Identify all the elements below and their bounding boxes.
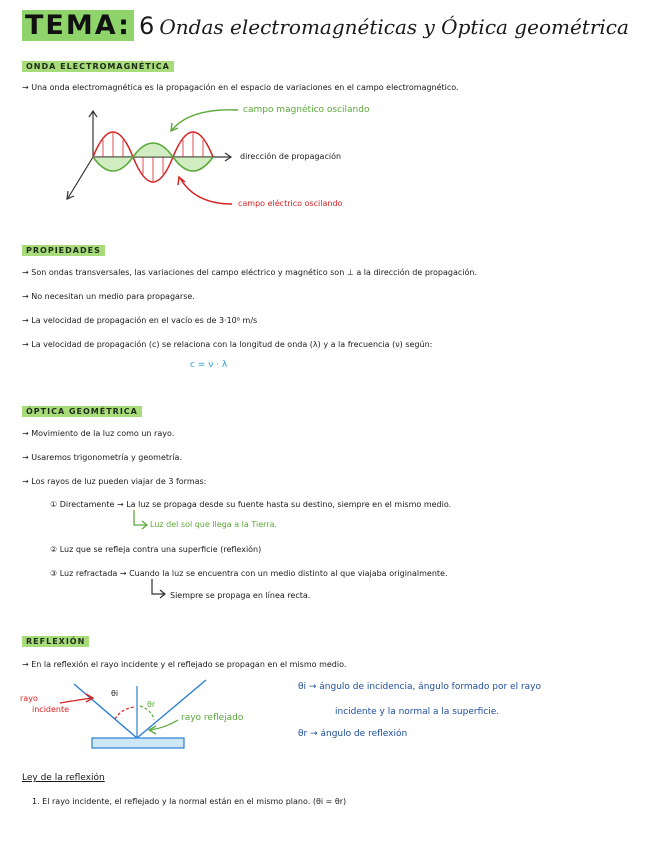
propiedad-item: → La velocidad de propagación en el vacío es de 3·10⁸ m/s <box>22 316 258 325</box>
propiedad-item: → No necesitan un medio para propagarse. <box>22 292 195 301</box>
optica-item: → Los rayos de luz pueden viajar de 3 formas: <box>22 477 207 486</box>
label-incident-1: rayo <box>20 694 38 703</box>
optica-heading: ÓPTICA GEOMÉTRICA <box>22 406 142 417</box>
label-reflected: rayo reflejado <box>181 713 244 723</box>
onda-heading: ONDA ELECTROMAGNÉTICA <box>22 61 174 72</box>
propiedad-item: → La velocidad de propagación (c) se relaciona con la longitud de onda (λ) y a la frecuencia (ν) según: <box>22 340 433 349</box>
reflected-pointer <box>150 720 178 730</box>
label-theta-r: θr <box>147 700 156 709</box>
label-electric: campo eléctrico oscilando <box>238 199 343 208</box>
theta-i-arc <box>115 707 134 719</box>
way-three: ③ Luz refractada → Cuando la luz se encuentra con un medio distinto al que viajaba originalmente. <box>50 569 448 578</box>
surface <box>92 738 184 748</box>
onda-definition: → Una onda electromagnética es la propagación en el espacio de variaciones en el campo electromagnético. <box>22 83 459 92</box>
label-incident-2: incidente <box>32 705 70 714</box>
title-tema: TEMA: <box>22 10 134 41</box>
label-magnetic: campo magnético oscilando <box>243 105 370 115</box>
theta-r-definition: θr → ángulo de reflexión <box>298 729 408 739</box>
incident-pointer <box>60 698 92 703</box>
propiedad-item: → Son ondas transversales, las variaciones del campo eléctrico y magnético son ⊥ a la dirección de propagación. <box>22 268 478 277</box>
ley-heading: Ley de la reflexión <box>22 773 105 783</box>
label-theta-i: θi <box>111 689 119 698</box>
theta-i-definition-2: incidente y la normal a la superficie. <box>335 707 500 717</box>
title-subject: Ondas electromagnéticas y Óptica geométrica <box>159 15 629 39</box>
optica-item: → Movimiento de la luz como un rayo. <box>22 429 175 438</box>
way-one: ① Directamente → La luz se propaga desde su fuente hasta su destino, siempre en el mismo medio. <box>50 500 452 509</box>
reflexion-intro: → En la reflexión el rayo incidente y el reflejado se propagan en el mismo medio. <box>22 660 347 669</box>
propiedades-heading: PROPIEDADES <box>22 245 105 256</box>
theta-i-definition-1: θi → ángulo de incidencia, ángulo formado por el rayo <box>298 682 541 692</box>
reflexion-heading: REFLEXIÓN <box>22 636 89 647</box>
incident-ray <box>74 684 137 738</box>
formula: c = ν · λ <box>190 360 228 370</box>
title-number: 6 <box>139 12 155 40</box>
optica-item: → Usaremos trigonometría y geometría. <box>22 453 182 462</box>
way-one-example: Luz del sol que llega a la Tierra. <box>150 520 278 529</box>
label-direction: dirección de propagación <box>240 152 342 161</box>
way-three-detail: Siempre se propaga en línea recta. <box>170 591 311 600</box>
way-two: ② Luz que se refleja contra una superficie (reflexión) <box>50 545 262 554</box>
ley-item: 1. El rayo incidente, el reflejado y la normal están en el mismo plano. (θi = θr) <box>32 797 347 806</box>
